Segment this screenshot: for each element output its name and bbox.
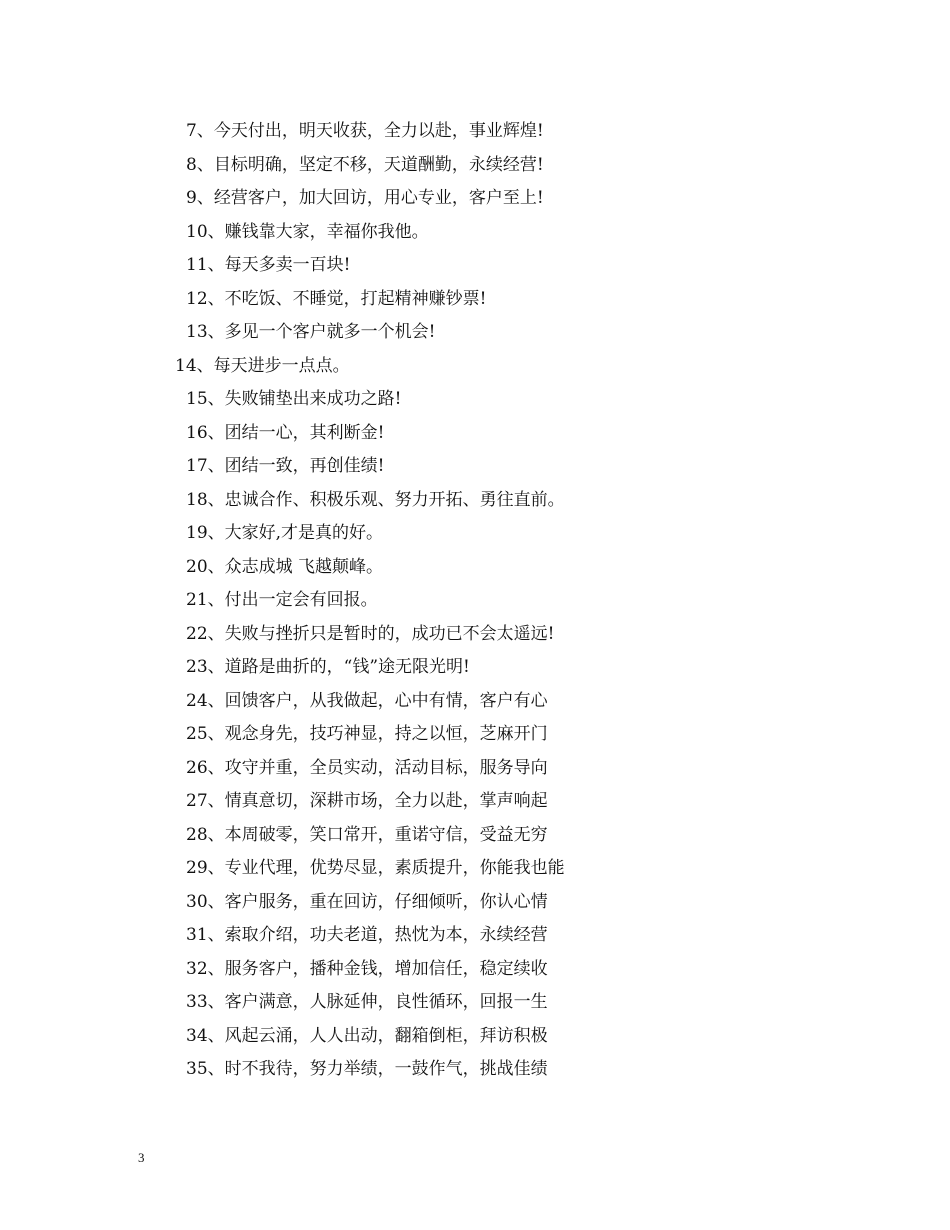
list-item: 18、忠诚合作、积极乐观、努力开拓、勇往直前。 xyxy=(186,489,565,510)
list-item: 28、本周破零，笑口常开，重诺守信，受益无穷 xyxy=(186,824,548,845)
list-item: 24、回馈客户，从我做起，心中有情，客户有心 xyxy=(186,690,548,711)
list-item: 30、客户服务，重在回访，仔细倾听，你认心情 xyxy=(186,891,548,912)
list-item: 11、每天多卖一百块! xyxy=(186,255,351,275)
list-item: 15、失败铺垫出来成功之路! xyxy=(186,389,402,409)
list-item: 19、大家好,才是真的好。 xyxy=(186,523,384,543)
list-item: 21、付出一定会有回报。 xyxy=(186,590,378,610)
list-item: 31、索取介绍，功夫老道，热忱为本，永续经营 xyxy=(186,925,548,945)
list-item: 9、经营客户，加大回访，用心专业，客户至上! xyxy=(186,188,544,208)
list-item: 12、不吃饭、不睡觉，打起精神赚钞票! xyxy=(186,288,487,309)
list-item: 27、情真意切，深耕市场，全力以赴，掌声响起 xyxy=(186,791,548,811)
list-item: 23、道路是曲折的，“钱”途无限光明! xyxy=(186,657,470,677)
list-item: 16、团结一心，其利断金! xyxy=(186,422,385,443)
list-item: 7、今天付出，明天收获，全力以赴，事业辉煌! xyxy=(186,121,544,141)
list-item: 13、多见一个客户就多一个机会! xyxy=(186,322,436,342)
list-item: 33、客户满意，人脉延伸，良性循环，回报一生 xyxy=(186,992,548,1012)
list-item: 35、时不我待，努力举绩，一鼓作气，挑战佳绩 xyxy=(186,1059,548,1079)
list-item: 22、失败与挫折只是暂时的，成功已不会太遥远! xyxy=(186,623,555,644)
list-item: 14、每天进步一点点。 xyxy=(175,355,350,376)
list-item: 32、服务客户，播种金钱，增加信任，稳定续收 xyxy=(186,958,548,979)
list-item: 26、攻守并重，全员实动，活动目标，服务导向 xyxy=(186,757,548,778)
list-item: 10、赚钱靠大家，幸福你我他。 xyxy=(186,221,429,242)
list-item: 8、目标明确，坚定不移，天道酬勤，永续经营! xyxy=(186,154,544,175)
list-item: 25、观念身先，技巧神显，持之以恒，芝麻开门 xyxy=(186,724,548,744)
list-item: 20、众志成城 飞越颠峰。 xyxy=(186,556,384,577)
slogan-list xyxy=(175,117,886,1089)
list-item: 34、风起云涌，人人出动，翻箱倒柜，拜访积极 xyxy=(186,1025,548,1046)
list-item: 17、团结一致，再创佳绩! xyxy=(186,456,385,476)
list-item: 29、专业代理，优势尽显，素质提升，你能我也能 xyxy=(186,858,565,878)
page-number: 3 xyxy=(138,1150,145,1165)
